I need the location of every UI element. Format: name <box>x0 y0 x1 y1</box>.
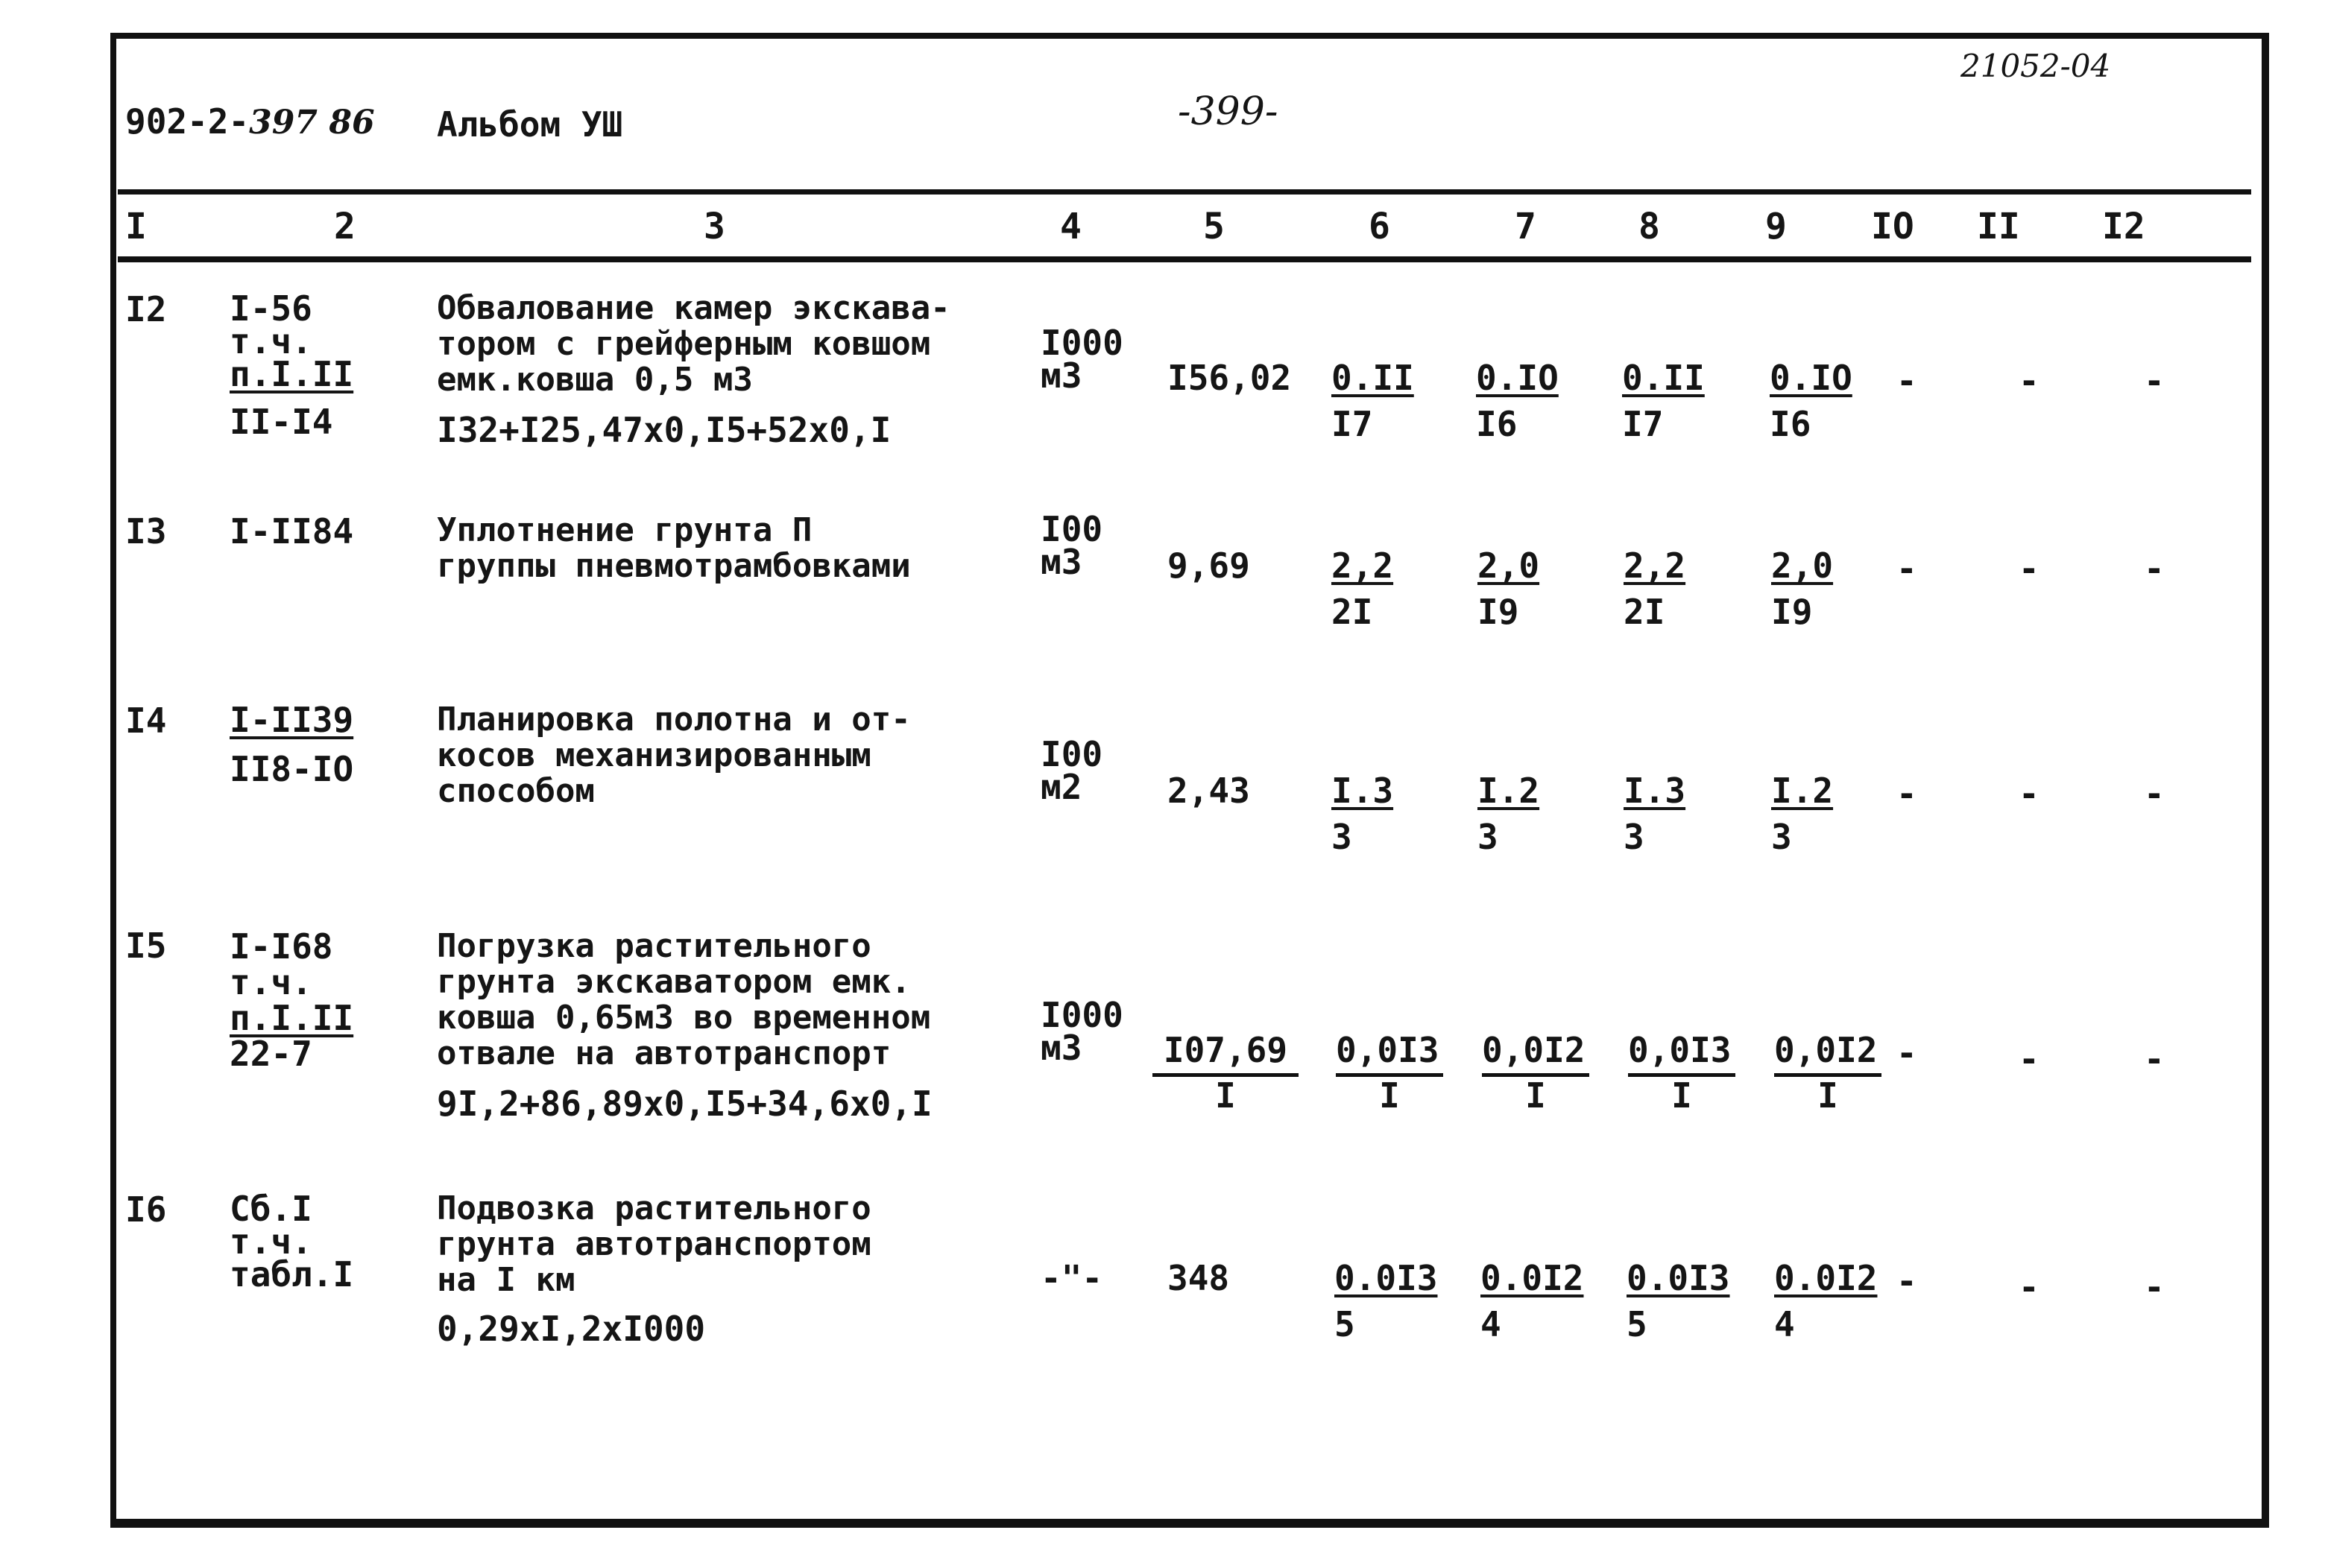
col-12: I2 <box>2102 206 2145 247</box>
norm-code: I-I68 т.ч. п.I.II 22-7 <box>230 926 354 1074</box>
calc-formula: 9I,2+86,89х0,I5+34,6х0,I <box>437 1084 933 1124</box>
unit: I00 м2 <box>1041 734 1103 807</box>
row-number: I5 <box>125 926 167 966</box>
value-col-7: $\frac{0,0I2}{I}$ <box>1482 1033 1589 1113</box>
code-handwritten: 397 86 <box>249 104 375 142</box>
value-col-7: $\frac{0.0I2}{4}$ <box>1480 1258 1584 1344</box>
unit: -"- <box>1041 1258 1103 1298</box>
value-col-7: $\frac{I.2}{3}$ <box>1477 771 1540 857</box>
value-col-8: $\frac{0.0I3}{5}$ <box>1627 1258 1730 1344</box>
col-7: 7 <box>1515 206 1536 247</box>
unit: I00 м3 <box>1041 509 1103 582</box>
work-description: Обвалование камер экскава- тором с грейферным ковшом емк.ковша 0,5 м3 <box>437 289 950 399</box>
col-4: 4 <box>1060 206 1082 247</box>
quantity: I56,02 <box>1167 358 1292 398</box>
col-3: 3 <box>704 206 725 247</box>
work-description: Подвозка растительного грунта автотранспортом на I км <box>437 1189 871 1299</box>
value-col-6: $\frac{0.0I3}{5}$ <box>1334 1258 1438 1344</box>
value-col-11: - <box>2019 1039 2039 1079</box>
code-prefix: 902-2- <box>125 101 250 142</box>
value-col-10: - <box>1896 549 1917 589</box>
album-label: Альбом УШ <box>437 104 623 145</box>
value-col-9: $\frac{0,0I2}{I}$ <box>1774 1033 1881 1113</box>
value-col-6: $\frac{0.II}{I7}$ <box>1331 358 1414 444</box>
value-col-8: $\frac{0,0I3}{I}$ <box>1628 1033 1735 1113</box>
value-col-12: - <box>2144 774 2165 814</box>
value-col-8: $\frac{I.3}{3}$ <box>1624 771 1686 857</box>
quantity: 2,43 <box>1167 771 1250 811</box>
calc-formula: 0,29хI,2хI000 <box>437 1309 706 1349</box>
col-1: I <box>125 206 147 247</box>
value-col-9: $\frac{2,0}{I9}$ <box>1771 546 1834 632</box>
col-2: 2 <box>334 206 356 247</box>
col-10: IO <box>1871 206 1914 247</box>
col-11: II <box>1977 206 2020 247</box>
value-col-10: - <box>1896 774 1917 814</box>
norm-code: Сб.I т.ч. табл.I <box>230 1189 354 1294</box>
page-number: -399- <box>1178 89 1278 134</box>
row-number: I2 <box>125 289 167 329</box>
value-col-8: $\frac{2,2}{2I}$ <box>1624 546 1686 632</box>
col-6: 6 <box>1369 206 1390 247</box>
value-col-7: $\frac{0.IO}{I6}$ <box>1476 358 1559 444</box>
value-col-12: - <box>2144 1267 2165 1307</box>
value-col-10: - <box>1896 1033 1917 1073</box>
col-5: 5 <box>1203 206 1225 247</box>
col-9: 9 <box>1765 206 1787 247</box>
value-col-6: $\frac{0,0I3}{I}$ <box>1336 1033 1443 1113</box>
value-col-12: - <box>2144 361 2165 401</box>
value-col-10: - <box>1896 1261 1917 1301</box>
value-col-11: - <box>2019 774 2039 814</box>
value-col-9: $\frac{0.IO}{I6}$ <box>1770 358 1852 444</box>
archive-stamp: 21052-04 <box>1960 48 2111 84</box>
calc-formula: I32+I25,47х0,I5+52х0,I <box>437 410 892 450</box>
norm-code: I-II84 <box>230 511 354 551</box>
value-col-10: - <box>1896 361 1917 401</box>
work-description: Погрузка растительного грунта экскаватором емк. ковша 0,65м3 во временном отвале на автотранспорт <box>437 927 931 1072</box>
value-col-6: $\frac{I.3}{3}$ <box>1331 771 1394 857</box>
quantity: $\frac{I07,69}{I}$ <box>1152 1033 1299 1113</box>
col-8: 8 <box>1638 206 1660 247</box>
work-description: Уплотнение грунта П группы пневмотрамбовками <box>437 511 911 585</box>
value-col-7: $\frac{2,0}{I9}$ <box>1477 546 1540 632</box>
row-number: I6 <box>125 1189 167 1230</box>
quantity: 348 <box>1167 1258 1230 1298</box>
quantity: 9,69 <box>1167 546 1250 586</box>
value-col-9: $\frac{0.0I2}{4}$ <box>1774 1258 1878 1344</box>
value-col-9: $\frac{I.2}{3}$ <box>1771 771 1834 857</box>
value-col-6: $\frac{2,2}{2I}$ <box>1331 546 1394 632</box>
value-col-8: $\frac{0.II}{I7}$ <box>1622 358 1705 444</box>
norm-code: I-II39 II8-IO <box>230 700 354 789</box>
row-number: I4 <box>125 701 167 741</box>
value-col-11: - <box>2019 549 2039 589</box>
unit: I000 м3 <box>1041 995 1123 1068</box>
work-description: Планировка полотна и от- косов механизированным способом <box>437 701 911 810</box>
document-code <box>125 101 375 142</box>
norm-code: I-56 т.ч. п.I.II II-I4 <box>230 288 354 442</box>
unit: I000 м3 <box>1041 323 1123 396</box>
value-col-11: - <box>2019 1267 2039 1307</box>
row-number: I3 <box>125 511 167 551</box>
header-rule-top <box>118 189 2251 195</box>
value-col-11: - <box>2019 361 2039 401</box>
value-col-12: - <box>2144 549 2165 589</box>
header-rule-bottom <box>118 256 2251 262</box>
value-col-12: - <box>2144 1039 2165 1079</box>
